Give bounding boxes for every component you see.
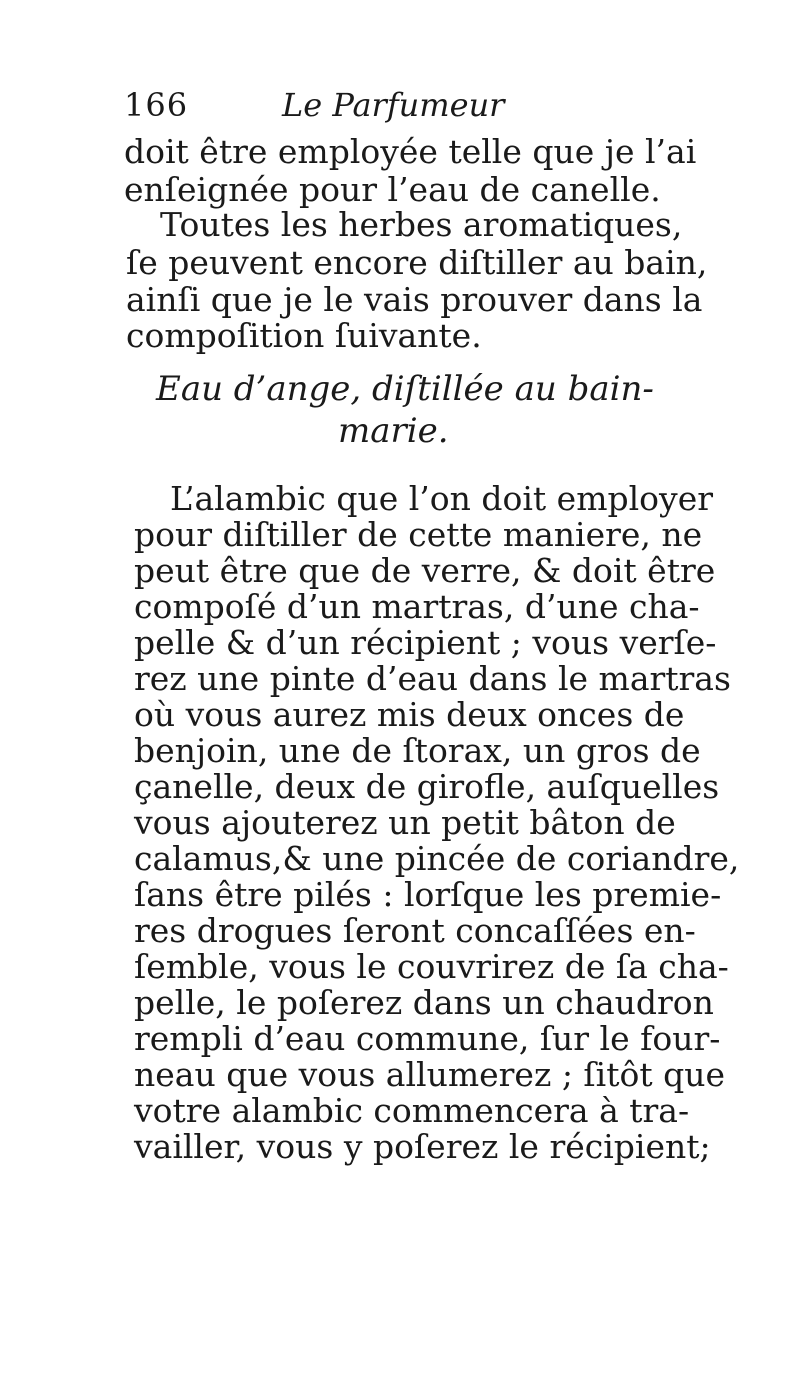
- text-line: compoſé d’un martras, d’une cha-: [134, 587, 700, 626]
- text-line: L’alambic que l’on doit employer: [170, 479, 714, 518]
- running-title: Le Parfumeur: [282, 86, 505, 124]
- text-line: ainſi que je le vais prouver dans la: [126, 280, 703, 319]
- section-heading-continued: marie.: [338, 411, 449, 451]
- text-line: rez une pinte d’eau dans le martras: [134, 659, 731, 698]
- page-number: 166: [124, 86, 189, 124]
- text-line: Toutes les herbes aromatiques,: [160, 205, 683, 244]
- section-heading: Eau d’ange, diſtillée au bain-: [156, 369, 654, 409]
- text-line: pelle, le poſerez dans un chaudron: [134, 983, 714, 1022]
- text-line: enſeignée pour l’eau de canelle.: [124, 170, 661, 209]
- text-line: ſans être pilés : lorſque les premie-: [134, 875, 722, 914]
- text-line: compoſition ſuivante.: [126, 316, 482, 355]
- text-line: calamus,& une pincée de coriandre,: [134, 839, 740, 878]
- text-line: où vous aurez mis deux onces de: [134, 695, 685, 734]
- text-line: neau que vous allumerez ; ſitôt que: [134, 1055, 725, 1094]
- text-line: vous ajouterez un petit bâton de: [134, 803, 676, 842]
- text-line: pour diſtiller de cette maniere, ne: [134, 515, 703, 554]
- text-line: benjoin, une de ſtorax, un gros de: [134, 731, 701, 770]
- text-line: ſemble, vous le couvrirez de ſa cha-: [134, 947, 729, 986]
- page-header: [124, 86, 664, 130]
- text-line: votre alambic commencera à tra-: [134, 1091, 690, 1130]
- text-line: pelle & d’un récipient ; vous verſe-: [134, 623, 717, 662]
- text-line: vailler, vous y poſerez le récipient;: [134, 1127, 711, 1166]
- text-line: ſe peuvent encore diſtiller au bain,: [126, 243, 708, 282]
- text-line: doit être employée telle que je l’ai: [124, 132, 697, 171]
- text-line: rempli d’eau commune, ſur le four-: [134, 1019, 721, 1058]
- text-line: peut être que de verre, & doit être: [134, 551, 716, 590]
- text-line: res drogues ſeront concaſſées en-: [134, 911, 696, 950]
- text-line: çanelle, deux de girofle, auſquelles: [134, 767, 720, 806]
